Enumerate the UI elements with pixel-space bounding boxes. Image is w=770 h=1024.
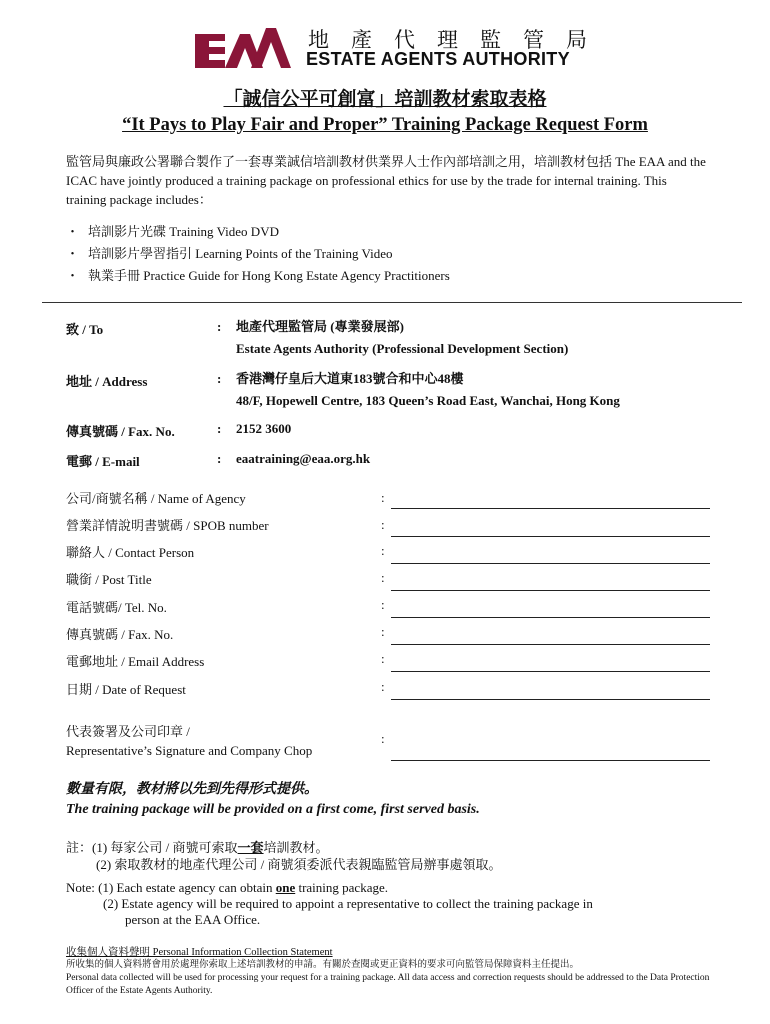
email-address-field[interactable] <box>391 671 710 672</box>
personal-info-statement: 收集個人資料聲明 Personal Information Collection Statement 所收集的個人資料將會用於處理你索取上述培訓教材的申請。有關於查閱或更正資料的要求可向監管局保障資料主任提出。 Personal data collected will be used for processing your request for a training package. All data access and correction requests should be addressed to the Data Protection Officer of the Estate Agents Authority. <box>66 947 710 996</box>
contact-label: 聯絡人 / Contact Person <box>66 545 195 560</box>
email-address-label: 電郵地址 / Email Address <box>66 654 205 669</box>
bullet-icon: ・ <box>66 246 80 261</box>
signature-field[interactable] <box>391 760 710 761</box>
tel-field[interactable] <box>391 617 710 618</box>
fax-value: 2152 3600 <box>236 421 292 436</box>
org-name-en: ESTATE AGENTS AUTHORITY <box>306 49 570 69</box>
form-title-zh: 「誠信公平可創富」培訓教材索取表格 <box>223 88 547 110</box>
eaa-logo <box>195 28 291 68</box>
fax-field-label: 傳真號碼 / Fax. No. <box>66 627 174 642</box>
section-divider <box>42 302 742 303</box>
spob-field[interactable] <box>391 536 710 537</box>
list-item: ・ 培訓影片光碟 Training Video DVD <box>66 221 450 243</box>
post-field[interactable] <box>391 590 710 591</box>
form-title-en: “It Pays to Play Fair and Proper” Training Package Request Form <box>122 115 648 135</box>
package-items-list <box>66 221 450 287</box>
list-item: ・ 培訓影片學習指引 Learning Points of the Training Video <box>66 243 450 265</box>
org-name-zh: 地產代理監管局 <box>308 28 609 52</box>
date-label: 日期 / Date of Request <box>66 682 186 697</box>
notes-zh: 註：(1) 每家公司 / 商號可索取一套培訓教材。 (2) 索取教材的地產代理公司 / 商號須委派代表親臨監管局辦事處領取。 <box>66 840 502 872</box>
notes-en: Note: (1) Each estate agency can obtain one training package. (2) Estate agency will be required to appoint a representative to collect the training package in person at the EAA Office. <box>66 880 593 927</box>
tel-label: 電話號碼/ Tel. No. <box>66 600 167 615</box>
date-field[interactable] <box>391 699 710 700</box>
bullet-icon: ・ <box>66 224 80 239</box>
address-value: 香港灣仔皇后大道東183號合和中心48樓 48/F, Hopewell Centre, 183 Queen’s Road East, Wanchai, Hong Kong <box>236 371 620 408</box>
signature-label: 代表簽署及公司印章 / Representative’s Signature and Company Chop <box>66 724 313 758</box>
fax-label: 傳真號碼 / Fax. No. <box>66 424 175 439</box>
email-label: 電郵 / E-mail <box>66 454 140 469</box>
agency-field[interactable] <box>391 508 710 509</box>
bullet-icon: ・ <box>66 268 80 283</box>
email-value: eaatraining@eaa.org.hk <box>236 451 371 466</box>
spob-label: 營業詳情說明書號碼 / SPOB number <box>66 518 269 533</box>
intro-paragraph <box>66 152 706 209</box>
agency-label: 公司/商號名稱 / Name of Agency <box>66 491 246 506</box>
to-label: 致 / To <box>66 322 104 337</box>
address-label: 地址 / Address <box>66 374 148 389</box>
fax-field[interactable] <box>391 644 710 645</box>
list-item: ・ 執業手冊 Practice Guide for Hong Kong Estate Agency Practitioners <box>66 265 450 287</box>
intro-zh: 監管局與廉政公署聯合製作了一套專業誠信培訓教材供業界人士作內部培訓之用，培訓教材包括 <box>66 154 613 169</box>
availability-notice: 數量有限，教材將以先到先得形式提供。 The training package will be provided on a first come, first served basis. <box>66 782 480 817</box>
to-value: 地產代理監管局 (專業發展部) Estate Agents Authority (Professional Development Section) <box>236 319 569 356</box>
post-label: 職銜 / Post Title <box>66 572 152 587</box>
intro-en: The EAA and the ICAC have jointly produced a training package on professional ethics for use by the trade for internal training. This training package includes： <box>66 154 706 207</box>
contact-field[interactable] <box>391 563 710 564</box>
